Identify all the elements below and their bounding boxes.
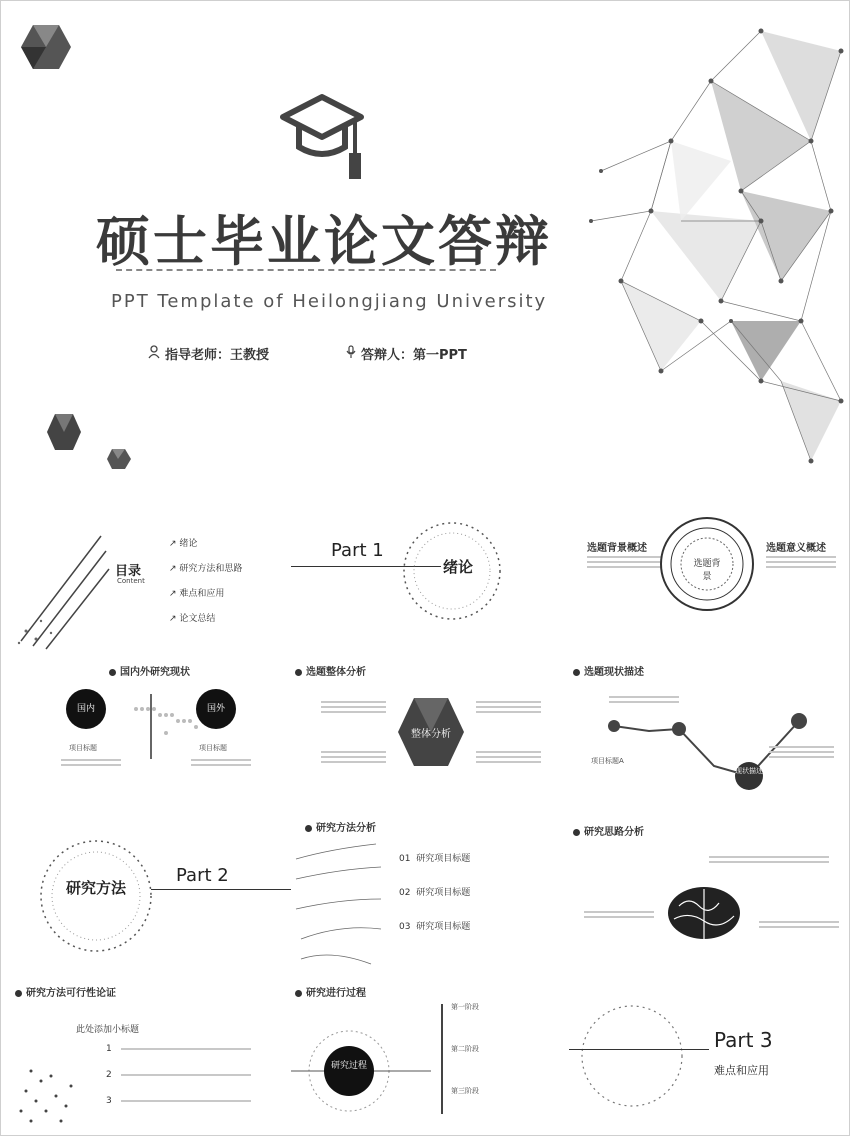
title-divider (116, 269, 496, 271)
part-title: 研究方法 (66, 879, 127, 897)
process-step[interactable]: 第三阶段 (451, 1087, 479, 1095)
timeline-line (441, 1004, 443, 1114)
slide-heading: 选题整体分析 (295, 663, 366, 678)
brain-decoration-icon (664, 881, 744, 946)
process-step[interactable]: 第二阶段 (451, 1045, 479, 1053)
toc-list (169, 536, 242, 636)
process-step[interactable]: 第一阶段 (451, 1003, 479, 1011)
center-label: 整体分析 (411, 729, 451, 740)
center-label: 选题背景 (693, 559, 721, 582)
slide-feasibility[interactable] (11, 976, 293, 1136)
feasibility-list (106, 1044, 112, 1122)
slide-toc[interactable] (11, 506, 293, 666)
sub-heading: 此处添加小标题 (76, 1025, 140, 1035)
slide-heading: 研究进行过程 (295, 984, 366, 999)
method-list (399, 851, 470, 953)
part-line (151, 889, 291, 890)
part-line (569, 1049, 709, 1050)
slide-heading: 研究思路分析 (573, 823, 644, 838)
slide-heading: 选题现状描述 (573, 663, 644, 678)
slide-current-status[interactable] (569, 651, 850, 811)
slide-overall-analysis[interactable] (291, 651, 573, 811)
slide-method-analysis[interactable] (291, 811, 573, 971)
arrow-lines-decoration (11, 521, 111, 651)
feasibility-item[interactable]: 2 (106, 1070, 112, 1080)
sketch-lines-decoration (291, 839, 386, 969)
process-steps (451, 1002, 479, 1128)
right-heading: 选题意义概述 (766, 543, 826, 554)
microphone-icon (345, 345, 357, 359)
hexagon-decoration-icon (106, 448, 132, 470)
part-label: Part 1 (331, 540, 384, 561)
dotted-circle-decoration (577, 991, 687, 1121)
presenter-label: 答辩人：第一PPT (361, 348, 467, 363)
center-label: 现状描述 (735, 767, 763, 775)
method-item[interactable]: 02 研究项目标题 (399, 888, 471, 898)
right-label: 项目标题 (199, 744, 227, 752)
slide-heading: 研究方法分析 (305, 819, 376, 834)
network-polygon-art (561, 21, 846, 476)
method-item[interactable]: 01 研究项目标题 (399, 854, 471, 864)
part-title: 绪论 (443, 558, 474, 576)
page-title: 硕士毕业论文答辩 (96, 210, 552, 273)
user-icon (148, 345, 160, 359)
toc-title: 目录 (115, 564, 142, 579)
toc-item[interactable]: ↗ 绪论 (169, 539, 198, 549)
feasibility-item[interactable]: 1 (106, 1044, 112, 1054)
slide-process[interactable] (291, 976, 573, 1136)
part-title: 难点和应用 (714, 1064, 769, 1077)
feasibility-item[interactable]: 3 (106, 1096, 112, 1106)
toc-item[interactable]: ↗ 研究方法和思路 (169, 564, 243, 574)
foreign-badge: 国外 (196, 689, 236, 729)
toc-item[interactable]: ↗ 论文总结 (169, 614, 216, 624)
advisor-label: 指导老师：王教授 (165, 348, 270, 363)
part-label: Part 2 (176, 865, 229, 886)
part-label: Part 3 (714, 1028, 773, 1052)
slide-research-status[interactable] (11, 651, 293, 811)
domestic-badge: 国内 (66, 689, 106, 729)
particle-head-decoration (11, 1051, 91, 1136)
center-badge: 研究过程 (324, 1046, 374, 1096)
page-subtitle: PPT Template of Heilongjiang University (111, 291, 548, 312)
method-item[interactable]: 03 研究项目标题 (399, 922, 471, 932)
slide-part3[interactable] (569, 976, 850, 1136)
slide-thinking-analysis[interactable] (569, 811, 850, 971)
slide-part2[interactable] (11, 811, 293, 971)
toc-item[interactable]: ↗ 难点和应用 (169, 589, 225, 599)
label-a: 项目标题A (591, 757, 624, 765)
hexagon-decoration-icon (19, 23, 73, 73)
left-heading: 选题背景概述 (587, 543, 647, 554)
toc-subtitle: Content (117, 577, 145, 585)
slide-heading: 国内外研究现状 (109, 663, 190, 678)
left-label: 项目标题 (69, 744, 97, 752)
cover-slide (1, 1, 850, 491)
hexagon-decoration-icon (46, 413, 82, 451)
slide-heading: 研究方法可行性论证 (15, 984, 116, 999)
slide-part1[interactable] (291, 506, 573, 666)
graduation-cap-icon (279, 93, 365, 185)
slide-background[interactable] (569, 506, 850, 666)
